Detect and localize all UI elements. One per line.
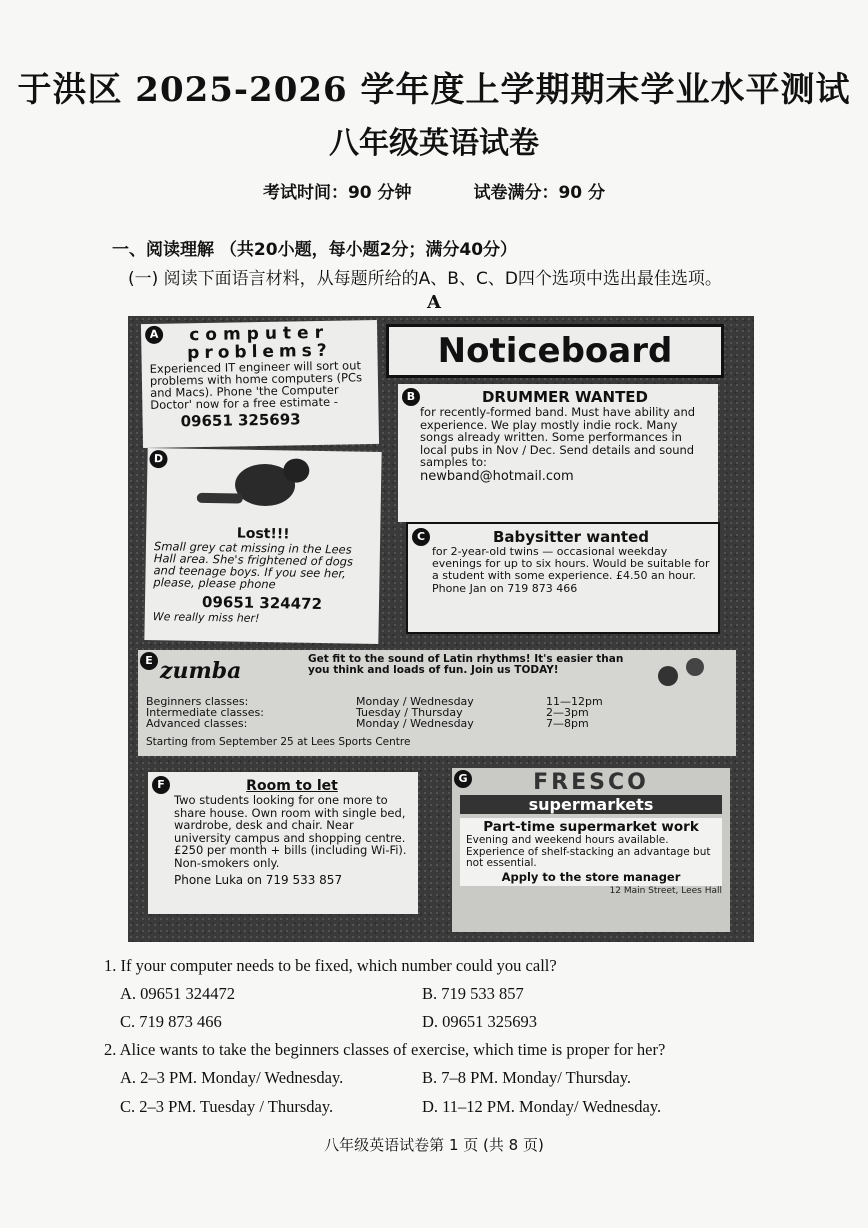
question-2-option-d: D. 11–12 PM. Monday/ Wednesday.: [422, 1097, 662, 1116]
notice-b-email: newband@hotmail.com: [420, 468, 574, 484]
notice-e-footer: Starting from September 25 at Lees Sports Centre: [146, 736, 411, 748]
question-2-option-b: B. 7–8 PM. Monday/ Thursday.: [422, 1068, 632, 1087]
schedule-days: Monday / Wednesday: [356, 717, 474, 730]
notice-g-address: 12 Main Street, Lees Hall: [609, 885, 722, 896]
notice-f-body: Two students looking for one more to share house. Own room with single bed, wardrobe, desk and chair. Near university campus and shopping centre. £250 per month + bills (including Wi-Fi). Non-smokers only.: [174, 793, 407, 870]
notice-d-body: Small grey cat missing in the Lees Hall area. She's frightened of dogs and teenage boys. If you see her, please, please phone: [153, 539, 354, 592]
noticeboard-title: Noticeboard: [437, 331, 673, 371]
notice-g-body: Evening and weekend hours available. Experience of shelf-stacking an advantage but not essential.: [466, 834, 711, 869]
notice-f-heading: Room to let: [246, 778, 338, 794]
notice-f-letter: F: [152, 776, 170, 794]
schedule-days: Tuesday / Thursday: [356, 706, 463, 719]
notice-a-phone: 09651 325693: [180, 410, 301, 431]
dancer-figure: [686, 658, 704, 676]
notice-g-panel: [460, 818, 722, 886]
notice-a: [141, 320, 379, 448]
question-2-option-a: A. 2–3 PM. Monday/ Wednesday.: [120, 1068, 344, 1087]
fresco-brand: FRESCO: [533, 770, 649, 795]
schedule-level: Beginners classes:: [146, 695, 249, 708]
section-heading: 一、阅读理解 （共20小题，每小题2分；满分40分）: [112, 240, 518, 260]
notice-g-apply: Apply to the store manager: [501, 869, 681, 884]
question-1-option-c: C. 719 873 466: [120, 1012, 222, 1031]
fresco-brand-sub: supermarkets: [460, 795, 722, 814]
exam-meta: [0, 178, 868, 203]
exam-title: 于洪区 2025-2026 学年度上学期期末学业水平测试: [17, 70, 851, 110]
notice-d-letter: D: [149, 450, 167, 468]
noticeboard-image: [128, 316, 754, 942]
full-score: 试卷满分：90 分: [473, 183, 606, 203]
question-2-stem: 2. Alice wants to take the beginners classes of exercise, which time is proper for her?: [104, 1040, 666, 1059]
schedule-time: 2—3pm: [546, 706, 589, 719]
notice-e-letter: E: [140, 652, 158, 670]
schedule-row: [146, 718, 666, 729]
noticeboard-title-box: [386, 324, 724, 378]
schedule-level: Intermediate classes:: [146, 706, 264, 719]
notice-d-heading: Lost!!!: [236, 525, 290, 543]
notice-c: [406, 522, 720, 634]
passage-label: A: [427, 292, 441, 313]
notice-a-letter: A: [145, 326, 163, 344]
notice-d: [144, 448, 381, 644]
zumba-schedule: [146, 696, 666, 729]
question-1-option-d: D. 09651 325693: [422, 1012, 538, 1031]
notice-c-letter: C: [412, 528, 430, 546]
question-1-stem: 1. If your computer needs to be fixed, which number could you call?: [104, 956, 557, 975]
notice-b-heading: DRUMMER WANTED: [481, 388, 649, 406]
notice-b: [398, 384, 718, 522]
notice-d-phone: 09651 324472: [201, 592, 323, 614]
notice-a-heading2: problems?: [187, 340, 332, 364]
cat-photo: [154, 452, 373, 528]
notice-c-heading: Babysitter wanted: [492, 528, 649, 546]
notice-b-body: for recently-formed band. Must have ability and experience. We play mostly indie rock. Many songs already written. Some performances in local pubs in Nov / Dec. Send details and sound samples to:: [420, 405, 696, 469]
notice-g-heading: Part-time supermarket work: [483, 819, 699, 835]
exam-time: 考试时间：90 分钟: [262, 183, 412, 203]
notice-f-phone: Phone Luka on 719 533 857: [174, 873, 343, 887]
zumba-logo: zumba: [160, 658, 242, 684]
dancer-figure: [658, 666, 678, 686]
question-2-option-c: C. 2–3 PM. Tuesday / Thursday.: [120, 1097, 334, 1116]
schedule-days: Monday / Wednesday: [356, 695, 474, 708]
question-1-option-a: A. 09651 324472: [120, 984, 236, 1003]
notice-e: [138, 650, 736, 756]
notice-e-tagline: Get fit to the sound of Latin rhythms! It's easier than you think and loads of fun. Join us TODAY!: [308, 653, 624, 676]
page-footer: 八年级英语试卷第 1 页 (共 8 页): [324, 1136, 544, 1154]
section-instruction: (一) 阅读下面语言材料，从每题所给的A、B、C、D四个选项中选出最佳选项。: [128, 269, 722, 289]
notice-f: [148, 772, 418, 914]
notice-a-body: Experienced IT engineer will sort out problems with home computers (PCs and Macs). Phone 'the Computer Doctor' now for a free estimate -: [149, 358, 363, 412]
schedule-time: 11—12pm: [546, 695, 603, 708]
schedule-time: 7—8pm: [546, 717, 589, 730]
notice-a-heading1: computer: [189, 322, 330, 346]
notice-g: [452, 768, 730, 932]
schedule-level: Advanced classes:: [146, 717, 248, 730]
notice-b-letter: B: [402, 388, 420, 406]
question-1-option-b: B. 719 533 857: [422, 984, 524, 1003]
exam-subtitle: 八年级英语试卷: [329, 126, 539, 161]
notice-c-body: for 2-year-old twins — occasional weekday evenings for up to six hours. Would be suitable for a student with some experience. £4.50 an hour.: [432, 545, 710, 582]
notice-g-letter: G: [454, 770, 472, 788]
notice-d-footer: We really miss her!: [152, 610, 260, 625]
notice-c-phone: Phone Jan on 719 873 466: [432, 582, 578, 595]
